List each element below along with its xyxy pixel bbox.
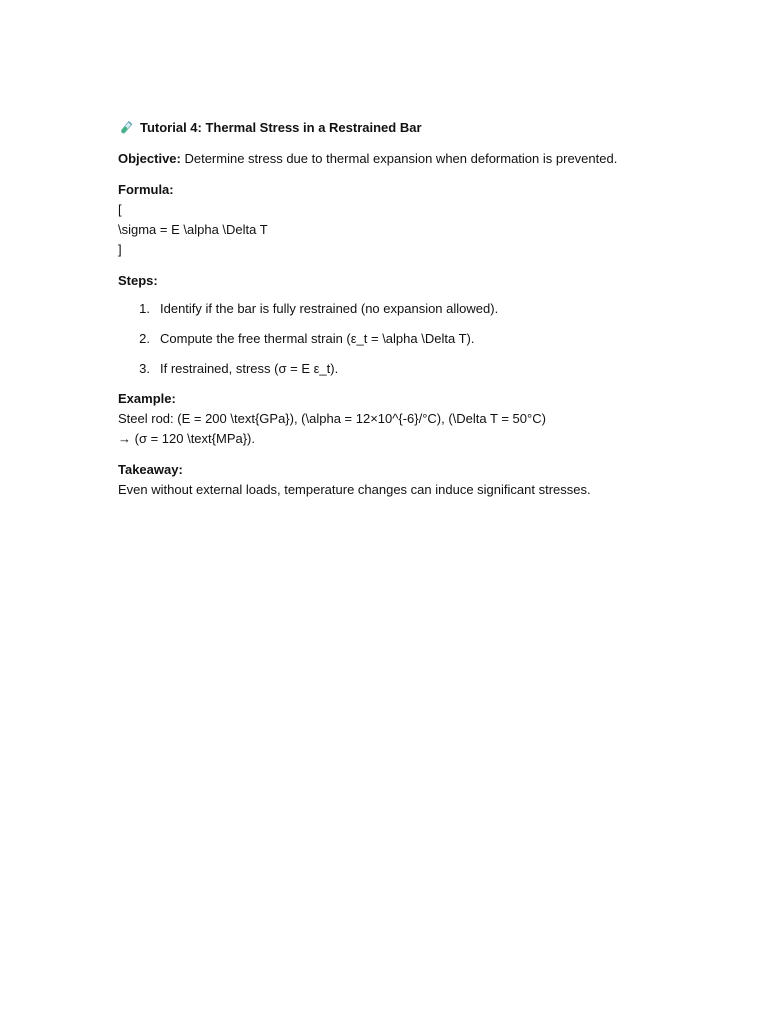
tutorial-title-text: Tutorial 4: Thermal Stress in a Restrained Bar (140, 120, 422, 135)
objective-text: Determine stress due to thermal expansion when deformation is prevented. (180, 151, 618, 166)
formula-label: Formula: (118, 182, 174, 197)
objective-paragraph (118, 149, 678, 169)
example-line: Steel rod: (E = 200 \text{GPa}), (\alpha = 12×10^{-6}/°C), (\Delta T = 50°C) (118, 411, 546, 426)
formula-line: \sigma = E \alpha \Delta T (118, 222, 268, 237)
formula-line: ] (118, 242, 122, 257)
formula-line: [ (118, 202, 122, 217)
steps-label: Steps: (118, 273, 158, 288)
step-number: 1. (139, 301, 150, 316)
document-content (118, 119, 678, 500)
test-tube-icon (118, 121, 134, 135)
step-text: Identify if the bar is fully restrained (no expansion allowed). (160, 301, 499, 316)
step-number: 3. (139, 361, 150, 376)
steps-list (118, 299, 678, 379)
objective-label: Objective: (118, 151, 181, 166)
formula-section (118, 180, 678, 260)
example-section (118, 389, 678, 449)
step-number: 2. (139, 331, 150, 346)
step-text: If restrained, stress (σ = E ε_t). (160, 361, 339, 376)
example-label: Example: (118, 391, 176, 406)
takeaway-text: Even without external loads, temperature changes can induce significant stresses. (118, 482, 591, 497)
takeaway-label: Takeaway: (118, 462, 183, 477)
list-item (118, 299, 678, 319)
example-line: → (σ = 120 \text{MPa}). (118, 431, 256, 446)
takeaway-section (118, 460, 678, 500)
steps-section (118, 271, 678, 379)
list-item (118, 359, 678, 379)
list-item (118, 329, 678, 349)
step-text: Compute the free thermal strain (ε_t = \alpha \Delta T). (160, 331, 475, 346)
tutorial-title (118, 119, 678, 137)
